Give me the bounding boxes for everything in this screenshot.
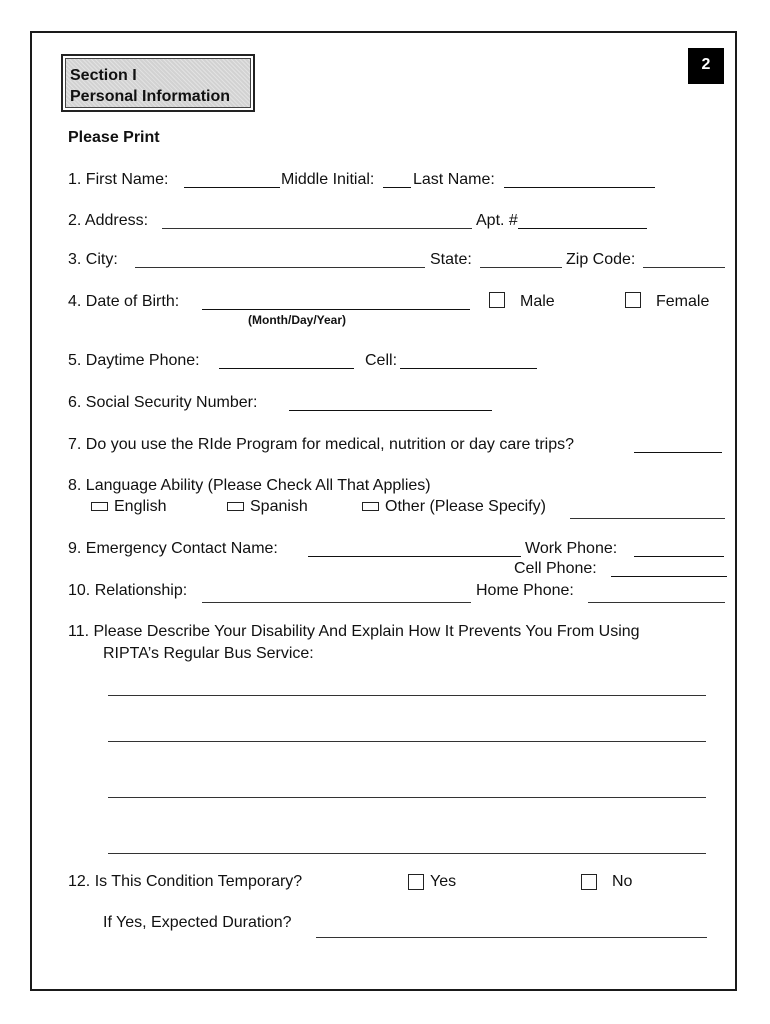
please-print-instruction: Please Print xyxy=(68,129,160,146)
work-phone-label: Work Phone: xyxy=(525,540,618,557)
english-checkbox[interactable] xyxy=(91,502,108,511)
daytime-phone-label: 5. Daytime Phone: xyxy=(68,352,200,369)
ride-program-field[interactable] xyxy=(634,452,722,453)
yes-checkbox[interactable] xyxy=(408,874,424,890)
middle-initial-label: Middle Initial: xyxy=(281,171,375,188)
disability-answer-line-2[interactable] xyxy=(108,741,706,742)
emergency-cell-phone-field[interactable] xyxy=(611,576,727,577)
emergency-contact-label: 9. Emergency Contact Name: xyxy=(68,540,278,557)
english-label: English xyxy=(114,498,167,515)
expected-duration-label: If Yes, Expected Duration? xyxy=(103,914,292,931)
section-header-box xyxy=(61,54,255,112)
home-phone-label: Home Phone: xyxy=(476,582,574,599)
last-name-label: Last Name: xyxy=(413,171,495,188)
temporary-condition-question: 12. Is This Condition Temporary? xyxy=(68,873,303,890)
female-checkbox[interactable] xyxy=(625,292,641,308)
ride-program-question: 7. Do you use the RIde Program for medical, nutrition or day care trips? xyxy=(68,436,575,453)
section-title: Personal Information xyxy=(70,88,231,105)
ssn-label: 6. Social Security Number: xyxy=(68,394,258,411)
apt-field[interactable] xyxy=(518,228,647,229)
other-language-checkbox[interactable] xyxy=(362,502,379,511)
relationship-label: 10. Relationship: xyxy=(68,582,188,599)
home-phone-field[interactable] xyxy=(588,602,725,603)
no-label: No xyxy=(612,873,633,890)
zip-code-label: Zip Code: xyxy=(566,251,636,268)
relationship-field[interactable] xyxy=(202,602,471,603)
disability-question-line1: 11. Please Describe Your Disability And Explain How It Prevents You From Using xyxy=(68,623,640,640)
spanish-checkbox[interactable] xyxy=(227,502,244,511)
male-checkbox[interactable] xyxy=(489,292,505,308)
disability-answer-line-4[interactable] xyxy=(108,853,706,854)
first-name-field[interactable] xyxy=(184,187,280,188)
daytime-phone-field[interactable] xyxy=(219,368,354,369)
city-field[interactable] xyxy=(135,267,425,268)
emergency-cell-phone-label: Cell Phone: xyxy=(514,560,597,577)
city-label: 3. City: xyxy=(68,251,118,268)
emergency-contact-field[interactable] xyxy=(308,556,521,557)
female-label: Female xyxy=(656,293,710,310)
address-label: 2. Address: xyxy=(68,212,149,229)
date-of-birth-label: 4. Date of Birth: xyxy=(68,293,180,310)
male-label: Male xyxy=(520,293,555,310)
yes-label: Yes xyxy=(430,873,457,890)
page-number-badge: 2 xyxy=(688,48,724,84)
state-label: State: xyxy=(430,251,472,268)
zip-code-field[interactable] xyxy=(643,267,725,268)
work-phone-field[interactable] xyxy=(634,556,724,557)
language-ability-label: 8. Language Ability (Please Check All That Applies) xyxy=(68,477,431,494)
section-number: Section I xyxy=(70,67,137,84)
other-language-label: Other (Please Specify) xyxy=(385,498,546,515)
state-field[interactable] xyxy=(480,267,562,268)
spanish-label: Spanish xyxy=(250,498,308,515)
disability-answer-line-1[interactable] xyxy=(108,695,706,696)
date-of-birth-field[interactable] xyxy=(202,309,470,310)
expected-duration-field[interactable] xyxy=(316,937,707,938)
first-name-label: 1. First Name: xyxy=(68,171,169,188)
other-language-field[interactable] xyxy=(570,518,725,519)
date-format-hint: (Month/Day/Year) xyxy=(248,313,347,327)
disability-question-line2: RIPTA’s Regular Bus Service: xyxy=(103,645,314,662)
address-field[interactable] xyxy=(162,228,472,229)
middle-initial-field[interactable] xyxy=(383,187,411,188)
ssn-field[interactable] xyxy=(289,410,492,411)
cell-field[interactable] xyxy=(400,368,537,369)
no-checkbox[interactable] xyxy=(581,874,597,890)
cell-label: Cell: xyxy=(365,352,398,369)
last-name-field[interactable] xyxy=(504,187,655,188)
apt-label: Apt. # xyxy=(476,212,518,229)
disability-answer-line-3[interactable] xyxy=(108,797,706,798)
